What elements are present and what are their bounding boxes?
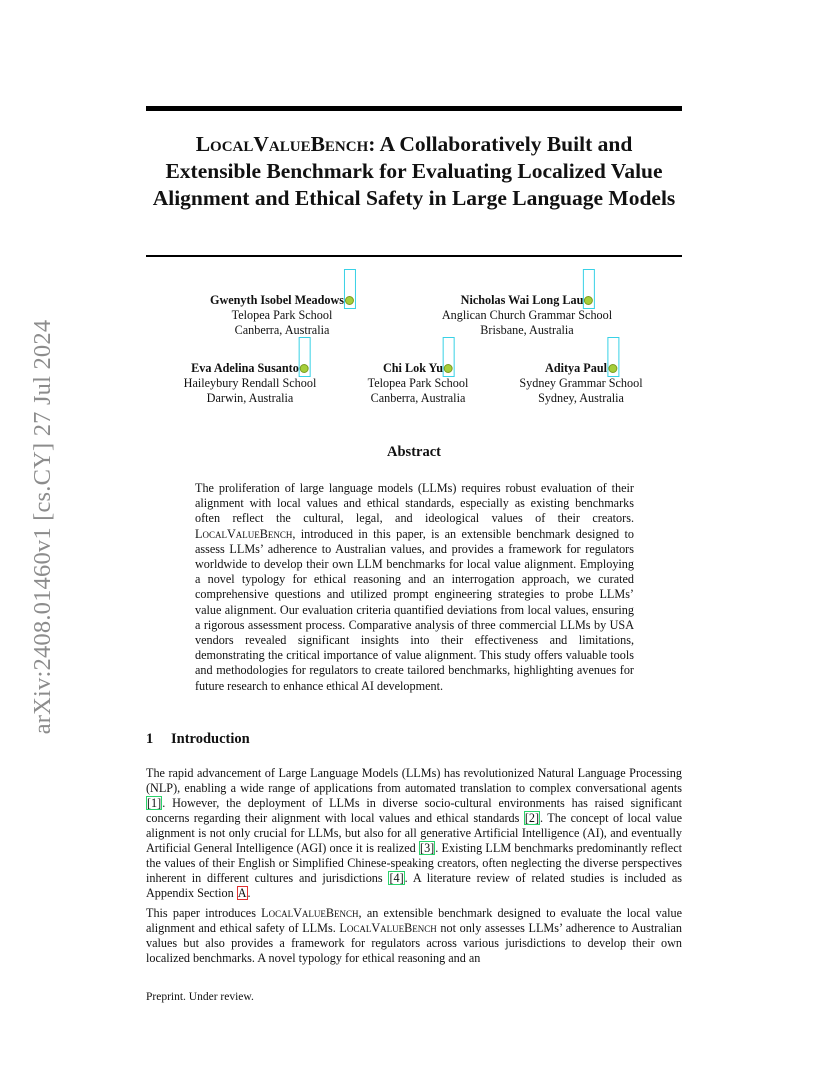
benchmark-name: LocalValueBench: [339, 921, 437, 935]
author-affiliation: Telopea Park School: [231, 308, 333, 322]
citation-link[interactable]: [1]: [147, 796, 162, 810]
text-run: . The concept of local value alignment is not only crucial for LLMs, but also for all generative Artificial Intelligence (AI), and eventually Artificial General Intelligence (AGI) once it is realized: [146, 811, 682, 855]
text-run: not only assesses LLMs’ adherence to Australian values but also provides a framework for regulators across various jurisdictions to develop their own localized benchmarks. A novel typology for ethical reasoning and an: [146, 921, 682, 965]
author-name: Chi Lok Yu: [382, 361, 444, 375]
orcid-icon[interactable]: [584, 296, 593, 305]
author-block: [442, 293, 612, 338]
paper-title: [146, 131, 682, 212]
arxiv-identifier[interactable]: arXiv:2408.01460v1 [cs.CY] 27 Jul 2024: [29, 319, 56, 735]
author-affiliation: Anglican Church Grammar School: [441, 308, 613, 322]
annotation-box: [443, 337, 455, 377]
appendix-link[interactable]: A: [237, 886, 247, 900]
author-affiliation: Sydney Grammar School: [519, 376, 643, 390]
annotation-box: [344, 269, 356, 309]
title-benchmark-name: LocalValueBench: [195, 132, 369, 156]
abstract-heading: Abstract: [387, 444, 441, 460]
section-title: Introduction: [171, 731, 250, 747]
author-name: Aditya Paul: [545, 361, 607, 375]
author-name: Gwenyth Isobel Meadows: [209, 293, 345, 307]
author-location: Darwin, Australia: [206, 391, 294, 405]
abstract-part: , introduced in this paper, is an extensible benchmark designed to assess LLMs’ adherence to Australian values, and provides a framework for regulators worldwide to develop their own LLM benchmarks for local value alignment. Employing a novel typology for ethical reasoning and an interrogation approach, we curated comprehensive questions and utilized prompt engineering strategies to probe LLMs’ value alignment. Our evaluation criteria quantified deviations from local values, ensuring a rigorous assessment process. Comparative analysis of three commercial LLMs by USA vendors revealed significant insights into their effectiveness and limitations, demonstrating the critical importance of value alignment. This study offers valuable tools and methodologies for regulators to create tailored benchmarks, highlighting avenues for future research to enhance ethical AI development.: [195, 526, 634, 693]
author-location: Canberra, Australia: [234, 323, 330, 337]
text-run: The rapid advancement of Large Language Models (LLMs) has revolutionized Natural Language Processing (NLP), enabling a wide range of applications from automated translation to complex conversational agents: [146, 766, 682, 795]
author-affiliation: Haileybury Rendall School: [183, 376, 317, 390]
author-block: [210, 293, 354, 338]
benchmark-name: LocalValueBench: [261, 906, 359, 920]
footer-note: Preprint. Under review.: [146, 991, 254, 1003]
author-affiliation: Telopea Park School: [367, 376, 469, 390]
text-run: . A literature review of related studies is included as Appendix Section: [146, 871, 682, 900]
intro-paragraph: [146, 766, 682, 901]
abstract-part: The proliferation of large language models (LLMs) requires robust evaluation of their alignment with local values and ethical standards, especially as existing benchmarks often reflect the cultural, legal, and ideological values of their creators.: [195, 481, 634, 526]
text-run: , an extensible benchmark designed to evaluate the local value alignment and ethical safety of LLMs.: [146, 906, 683, 935]
author-location: Canberra, Australia: [370, 391, 466, 405]
annotation-box: [299, 337, 311, 377]
citation-link[interactable]: [4]: [389, 871, 404, 885]
annotation-box: [583, 269, 595, 309]
text-run: . However, the deployment of LLMs in diverse socio-cultural environments has raised significant concerns regarding their alignment with local values and ethical standards: [146, 796, 682, 825]
author-block: [368, 361, 469, 406]
section-number: 1: [146, 731, 154, 747]
author-block: [519, 361, 642, 406]
author-block: [184, 361, 317, 406]
title-bottom-rule: [146, 255, 682, 257]
author-name: Nicholas Wai Long Lau: [460, 293, 584, 307]
intro-paragraph: [146, 906, 682, 966]
text-run: .: [247, 886, 251, 900]
citation-link[interactable]: [2]: [524, 811, 540, 825]
author-location: Sydney, Australia: [538, 391, 624, 405]
orcid-icon[interactable]: [300, 364, 309, 373]
orcid-icon[interactable]: [444, 364, 453, 373]
title-top-rule: [146, 106, 682, 111]
citation-link[interactable]: [3]: [420, 841, 435, 855]
author-location: Brisbane, Australia: [480, 323, 574, 337]
section-heading: [146, 731, 250, 748]
orcid-icon[interactable]: [608, 364, 617, 373]
text-run: . Existing LLM benchmarks predominantly reflect the values of their English or Simplified Chinese-speaking creators, often neglecting the diverse perspectives inherent in different cultures and jurisdictions: [146, 841, 682, 885]
orcid-icon[interactable]: [345, 296, 354, 305]
text-run: This paper introduces: [146, 906, 262, 920]
title-rest: : A Collaboratively Built and Extensible Benchmark for Evaluating Localized Value Alignment and Ethical Safety in Large Language Models: [152, 132, 676, 210]
abstract-text: [195, 481, 634, 694]
author-name: Eva Adelina Susanto: [191, 361, 299, 375]
annotation-box: [607, 337, 619, 377]
benchmark-name: LocalValueBench: [195, 526, 293, 541]
